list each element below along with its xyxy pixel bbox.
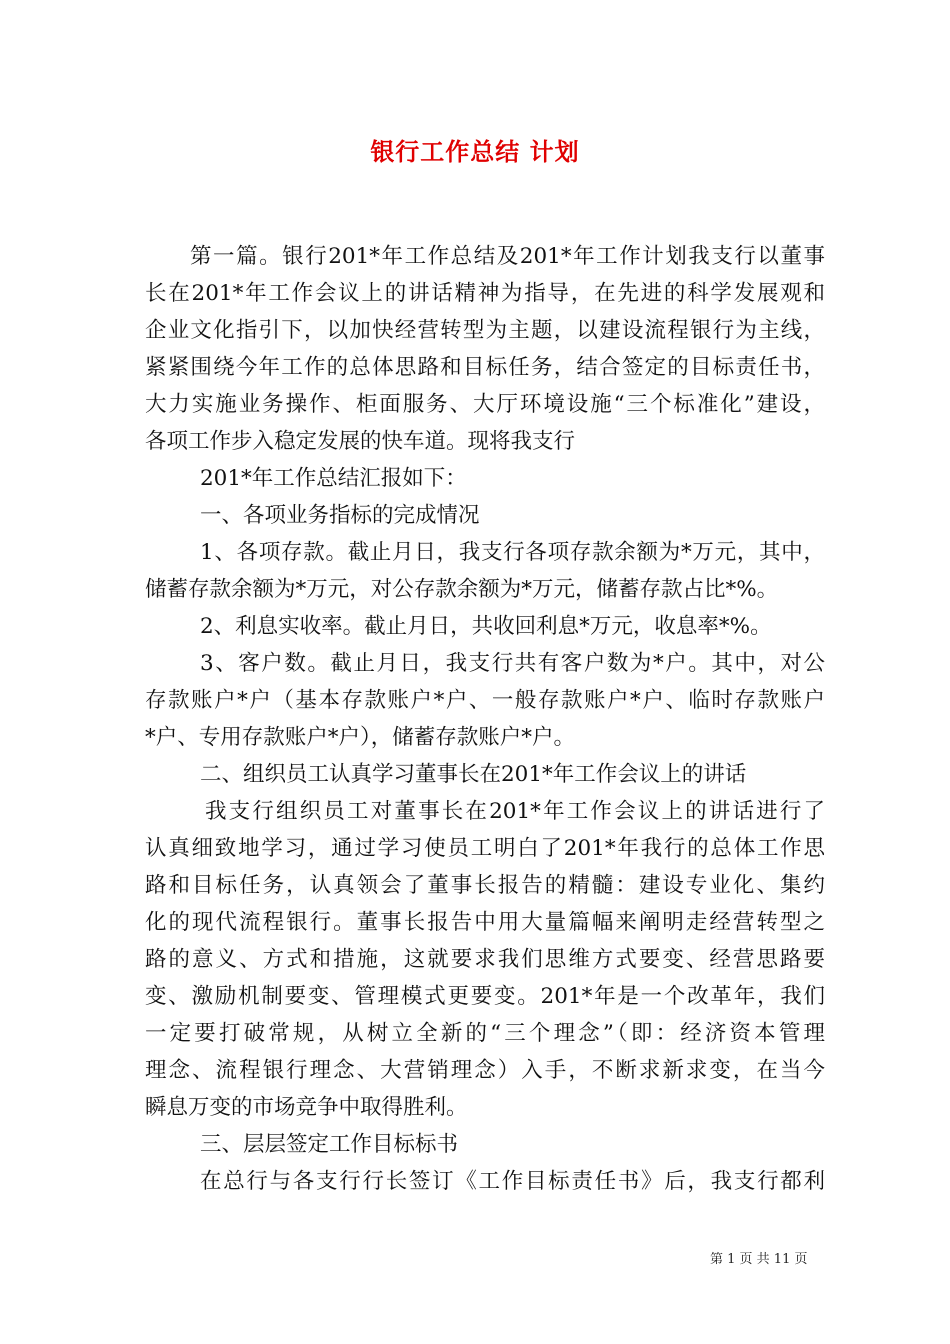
text-line: 在总行与各支行行长签订《工作目标责任书》后，我支行都利 — [200, 1169, 825, 1194]
text-line: 路和目标任务，认真领会了董事长报告的精髓：建设专业化、集约 — [145, 873, 825, 898]
document-body — [145, 238, 825, 1200]
document-title: 银行工作总结 计划 — [370, 138, 580, 166]
text-line: 1、各项存款。截止月日，我支行各项存款余额为*万元，其中， — [200, 540, 825, 565]
text-line: 201*年工作总结汇报如下： — [200, 466, 467, 491]
text-line: 瞬息万变的市场竞争中取得胜利。 — [145, 1095, 468, 1120]
section-heading: 三、层层签定工作目标标书 — [200, 1132, 459, 1157]
text-line: 认真细致地学习，通过学习使员工明白了201*年我行的总体工作思 — [145, 836, 825, 861]
text-line: 存款账户*户（基本存款账户*户、一般存款账户*户、临时存款账户 — [145, 688, 825, 713]
text-line: 第一篇。银行201*年工作总结及201*年工作计划我支行以董事 — [190, 244, 825, 269]
text-line: 储蓄存款余额为*万元，对公存款余额为*万元，储蓄存款占比*%。 — [145, 577, 779, 602]
text-line: 2、利息实收率。截止月日，共收回利息*万元，收息率*%。 — [200, 614, 772, 639]
text-line: 长在201*年工作会议上的讲话精神为指导，在先进的科学发展观和 — [145, 281, 825, 306]
text-line: 变、激励机制要变、管理模式更要变。201*年是一个改革年，我们 — [145, 984, 825, 1009]
text-line: 路的意义、方式和措施，这就要求我们思维方式要变、经营思路要 — [145, 947, 825, 972]
text-line: 各项工作步入稳定发展的快车道。现将我支行 — [145, 429, 576, 454]
section-heading: 一、各项业务指标的完成情况 — [200, 503, 480, 528]
text-line: 紧紧围绕今年工作的总体思路和目标任务，结合签定的目标责任书， — [145, 355, 825, 380]
text-line: 3、客户数。截止月日，我支行共有客户数为*户。其中，对公 — [200, 651, 825, 676]
section-heading: 二、组织员工认真学习董事长在201*年工作会议上的讲话 — [200, 762, 747, 787]
text-line: 大力实施业务操作、柜面服务、大厅环境设施“三个标准化”建设， — [145, 392, 825, 417]
text-line: 化的现代流程银行。董事长报告中用大量篇幅来阐明走经营转型之 — [145, 910, 825, 935]
text-line: 企业文化指引下，以加快经营转型为主题，以建设流程银行为主线， — [145, 318, 825, 343]
page-number: 第 1 页 共 11 页 — [710, 1252, 808, 1267]
text-line: 一定要打破常规，从树立全新的“三个理念”（即：经济资本管理 — [145, 1021, 825, 1046]
text-line: 我支行组织员工对董事长在201*年工作会议上的讲话进行了 — [205, 799, 825, 824]
text-line: 理念、流程银行理念、大营销理念）入手，不断求新求变，在当今 — [145, 1058, 825, 1083]
text-line: *户、专用存款账户*户），储蓄存款账户*户。 — [145, 725, 576, 750]
